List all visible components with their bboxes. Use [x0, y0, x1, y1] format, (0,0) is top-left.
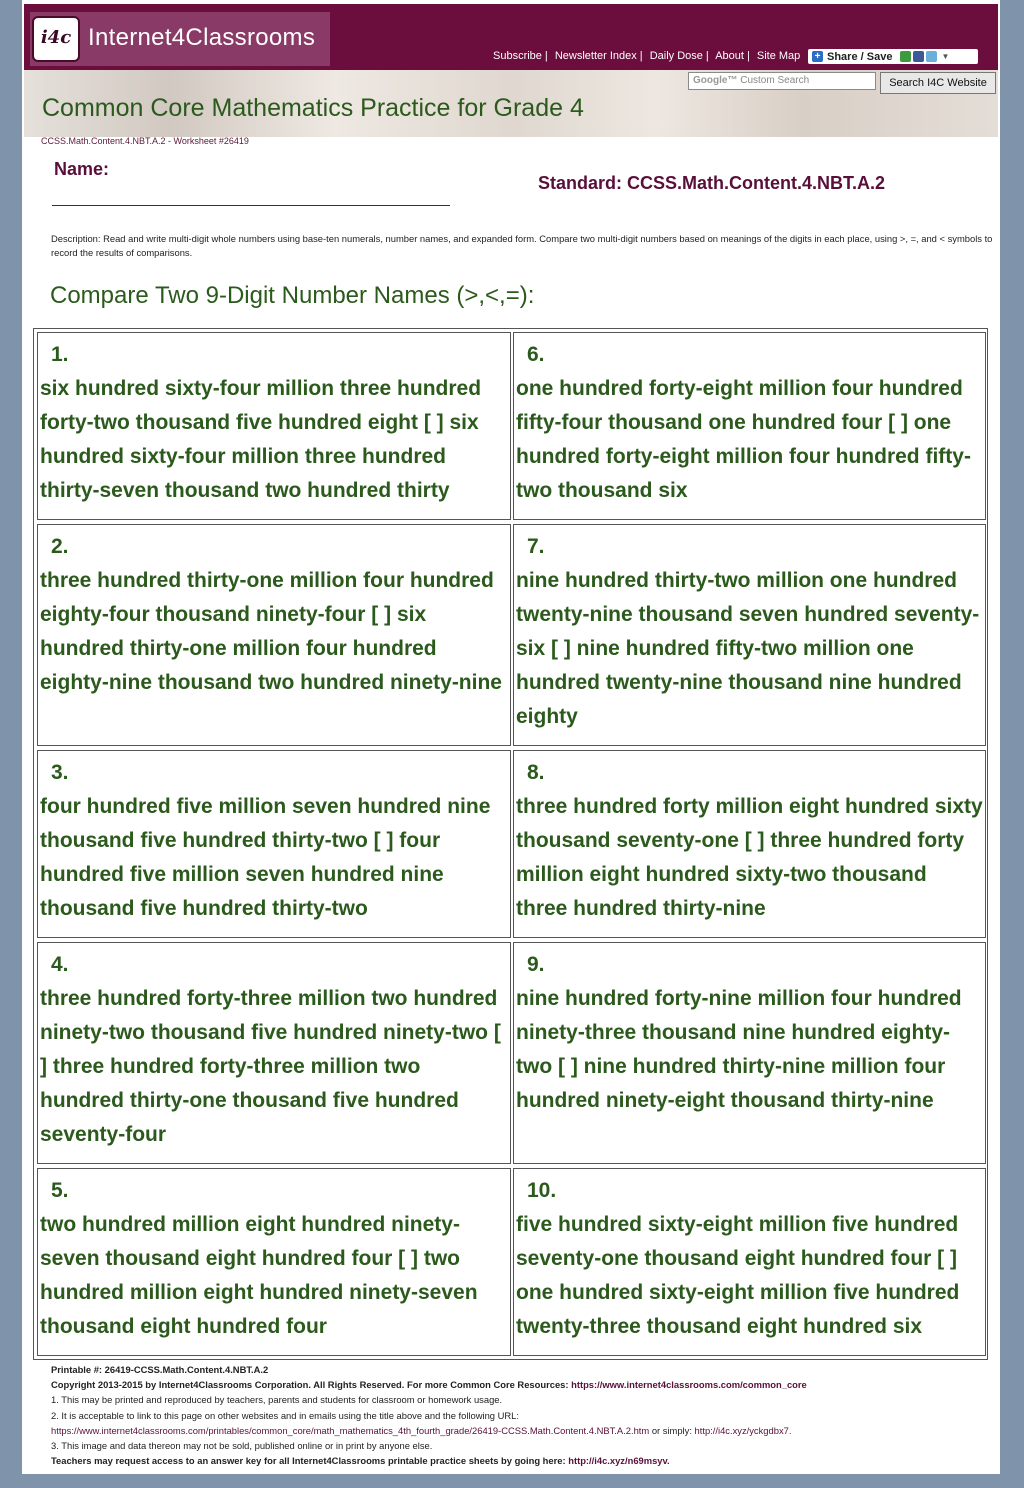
problem-cell — [513, 524, 986, 746]
share-label: Share / Save — [827, 50, 893, 63]
nav-daily-dose[interactable]: Daily Dose — [649, 50, 703, 62]
problem-text: nine hundred thirty-two million one hundred twenty-nine thousand seven hundred seventy-six [ ] nine hundred fifty-two million one hundred twenty-nine thousand nine hundred eighty — [516, 569, 980, 728]
share-save-button[interactable] — [808, 49, 978, 64]
problem-number: 10. — [527, 1179, 557, 1202]
url-line — [51, 1423, 995, 1438]
problem-cell — [37, 1168, 511, 1356]
problem-cell — [37, 332, 511, 520]
short-url-link[interactable]: http://i4c.xyz/yckgdbx7. — [694, 1424, 792, 1436]
copyright-text: Copyright 2013-2015 by Internet4Classrooms Corporation. All Rights Reserved. For more Common Core Resources: — [51, 1379, 569, 1391]
search-placeholder: Custom Search — [740, 75, 810, 86]
usage-note-3: 3. This image and data thereon may not be sold, published online or in print by anyone else. — [51, 1440, 433, 1452]
problem-cell — [37, 524, 511, 746]
logo-badge-icon — [32, 16, 80, 62]
nav-about[interactable]: About — [715, 50, 744, 62]
twitter-share-icon — [926, 51, 937, 62]
problem-number: 7. — [527, 535, 545, 558]
dropdown-icon: ▼ — [941, 52, 950, 61]
problem-text: three hundred forty million eight hundred sixty thousand seventy-one [ ] three hundred forty million eight hundred sixty-two thousand three hundred thirty-nine — [516, 795, 983, 920]
common-core-link[interactable]: https://www.internet4classrooms.com/common_core — [571, 1379, 807, 1391]
answer-key-link[interactable]: http://i4c.xyz/n69msyv. — [568, 1455, 670, 1467]
problem-text: four hundred five million seven hundred nine thousand five hundred thirty-two [ ] four hundred five million seven hundred nine thousand five hundred thirty-two — [40, 795, 491, 920]
description: Description: Read and write multi-digit whole numbers using base-ten numerals, number names, and expanded form. Compare two multi-digit numbers based on meanings of the digits in each place, using >, =, and < symbols to record the results of comparisons. — [51, 233, 993, 258]
problem-number: 2. — [51, 535, 69, 558]
problems-grid — [33, 328, 988, 1360]
usage-note-2: 2. It is acceptable to link to this page on other websites and in emails using the title above and the following URL: — [51, 1409, 519, 1421]
long-url-link[interactable]: https://www.internet4classrooms.com/printables/common_core/math_mathematics_4th_fourth_grade/26419-CCSS.Math.Content.4.NBT.A.2.htm — [51, 1424, 650, 1436]
google-label: Google™ — [693, 75, 738, 86]
problem-text: nine hundred forty-nine million four hundred ninety-three thousand nine hundred eighty-two [ ] nine hundred thirty-nine million four hundred ninety-eight thousand thirty-nine — [516, 987, 962, 1112]
copyright — [51, 1377, 995, 1392]
name-line — [52, 205, 450, 206]
search-input[interactable] — [688, 72, 876, 90]
nav-site-map[interactable]: Site Map — [756, 50, 801, 62]
problem-text: three hundred forty-three million two hundred ninety-two thousand five hundred ninety-two [ ] three hundred forty-three million two hundred thirty-one thousand five hundred seventy-four — [40, 987, 501, 1146]
problem-text: one hundred forty-eight million four hundred fifty-four thousand one hundred four [ ] one hundred forty-eight million four hundred fifty-two thousand six — [516, 377, 971, 502]
name-label: Name: — [54, 159, 110, 179]
share-plus-icon: + — [812, 51, 823, 62]
problem-number: 1. — [51, 343, 69, 366]
problem-text: two hundred million eight hundred ninety-seven thousand eight hundred four [ ] two hundred million eight hundred ninety-seven thousand eight hundred four — [40, 1213, 478, 1338]
problem-cell — [37, 750, 511, 938]
standard-label: Standard: CCSS.Math.Content.4.NBT.A.2 — [538, 173, 886, 193]
nav-subscribe[interactable]: Subscribe — [493, 50, 542, 62]
answer-key-note — [51, 1453, 995, 1468]
site-header — [24, 4, 998, 70]
problem-number: 3. — [51, 761, 69, 784]
facebook-share-icon — [913, 51, 924, 62]
problem-cell — [513, 942, 986, 1164]
search-button[interactable]: Search I4C Website — [880, 72, 996, 94]
problem-cell — [37, 942, 511, 1164]
problem-number: 5. — [51, 1179, 69, 1202]
answer-key-text: Teachers may request access to an answer key for all Internet4Classrooms printable practice sheets by going here: — [51, 1455, 566, 1467]
problem-number: 6. — [527, 343, 545, 366]
problem-text: three hundred thirty-one million four hundred eighty-four thousand ninety-four [ ] six hundred thirty-one million four hundred eighty-nine thousand two hundred ninety-nine — [40, 569, 502, 694]
top-nav: Subscribe | Newsletter Index | Daily Dose | About | Site Map — [493, 50, 801, 62]
problem-number: 8. — [527, 761, 545, 784]
email-share-icon — [900, 51, 911, 62]
printable-number: Printable #: 26419-CCSS.Math.Content.4.NBT.A.2 — [51, 1364, 269, 1375]
problem-cell — [513, 332, 986, 520]
site-logo[interactable] — [30, 12, 330, 66]
logo-text: Internet4Classrooms — [88, 24, 316, 51]
problem-cell — [513, 750, 986, 938]
share-icons — [900, 51, 937, 62]
logo-badge-text: i4c — [40, 27, 72, 48]
page-title: Common Core Mathematics Practice for Grade 4 — [42, 94, 584, 122]
problem-text: six hundred sixty-four million three hundred forty-two thousand five hundred eight [ ] six hundred sixty-four million three hundred thirty-seven thousand two hundred thirty — [40, 377, 482, 502]
worksheet-reference: CCSS.Math.Content.4.NBT.A.2 - Worksheet #26419 — [41, 136, 249, 146]
section-title: Compare Two 9-Digit Number Names (>,<,=): — [50, 282, 535, 309]
problem-cell — [513, 1168, 986, 1356]
problem-number: 4. — [51, 953, 69, 976]
or-simply: or simply: — [651, 1424, 692, 1436]
problem-text: five hundred sixty-eight million five hundred seventy-one thousand eight hundred four [ ] one hundred sixty-eight million five hundred twenty-three thousand eight hundred six — [516, 1213, 960, 1338]
problem-number: 9. — [527, 953, 545, 976]
footer — [51, 1362, 995, 1468]
nav-newsletter-index[interactable]: Newsletter Index — [554, 50, 637, 62]
worksheet-page — [22, 0, 1000, 1474]
usage-note-1: 1. This may be printed and reproduced by teachers, parents and students for classroom or homework usage. — [51, 1394, 503, 1406]
